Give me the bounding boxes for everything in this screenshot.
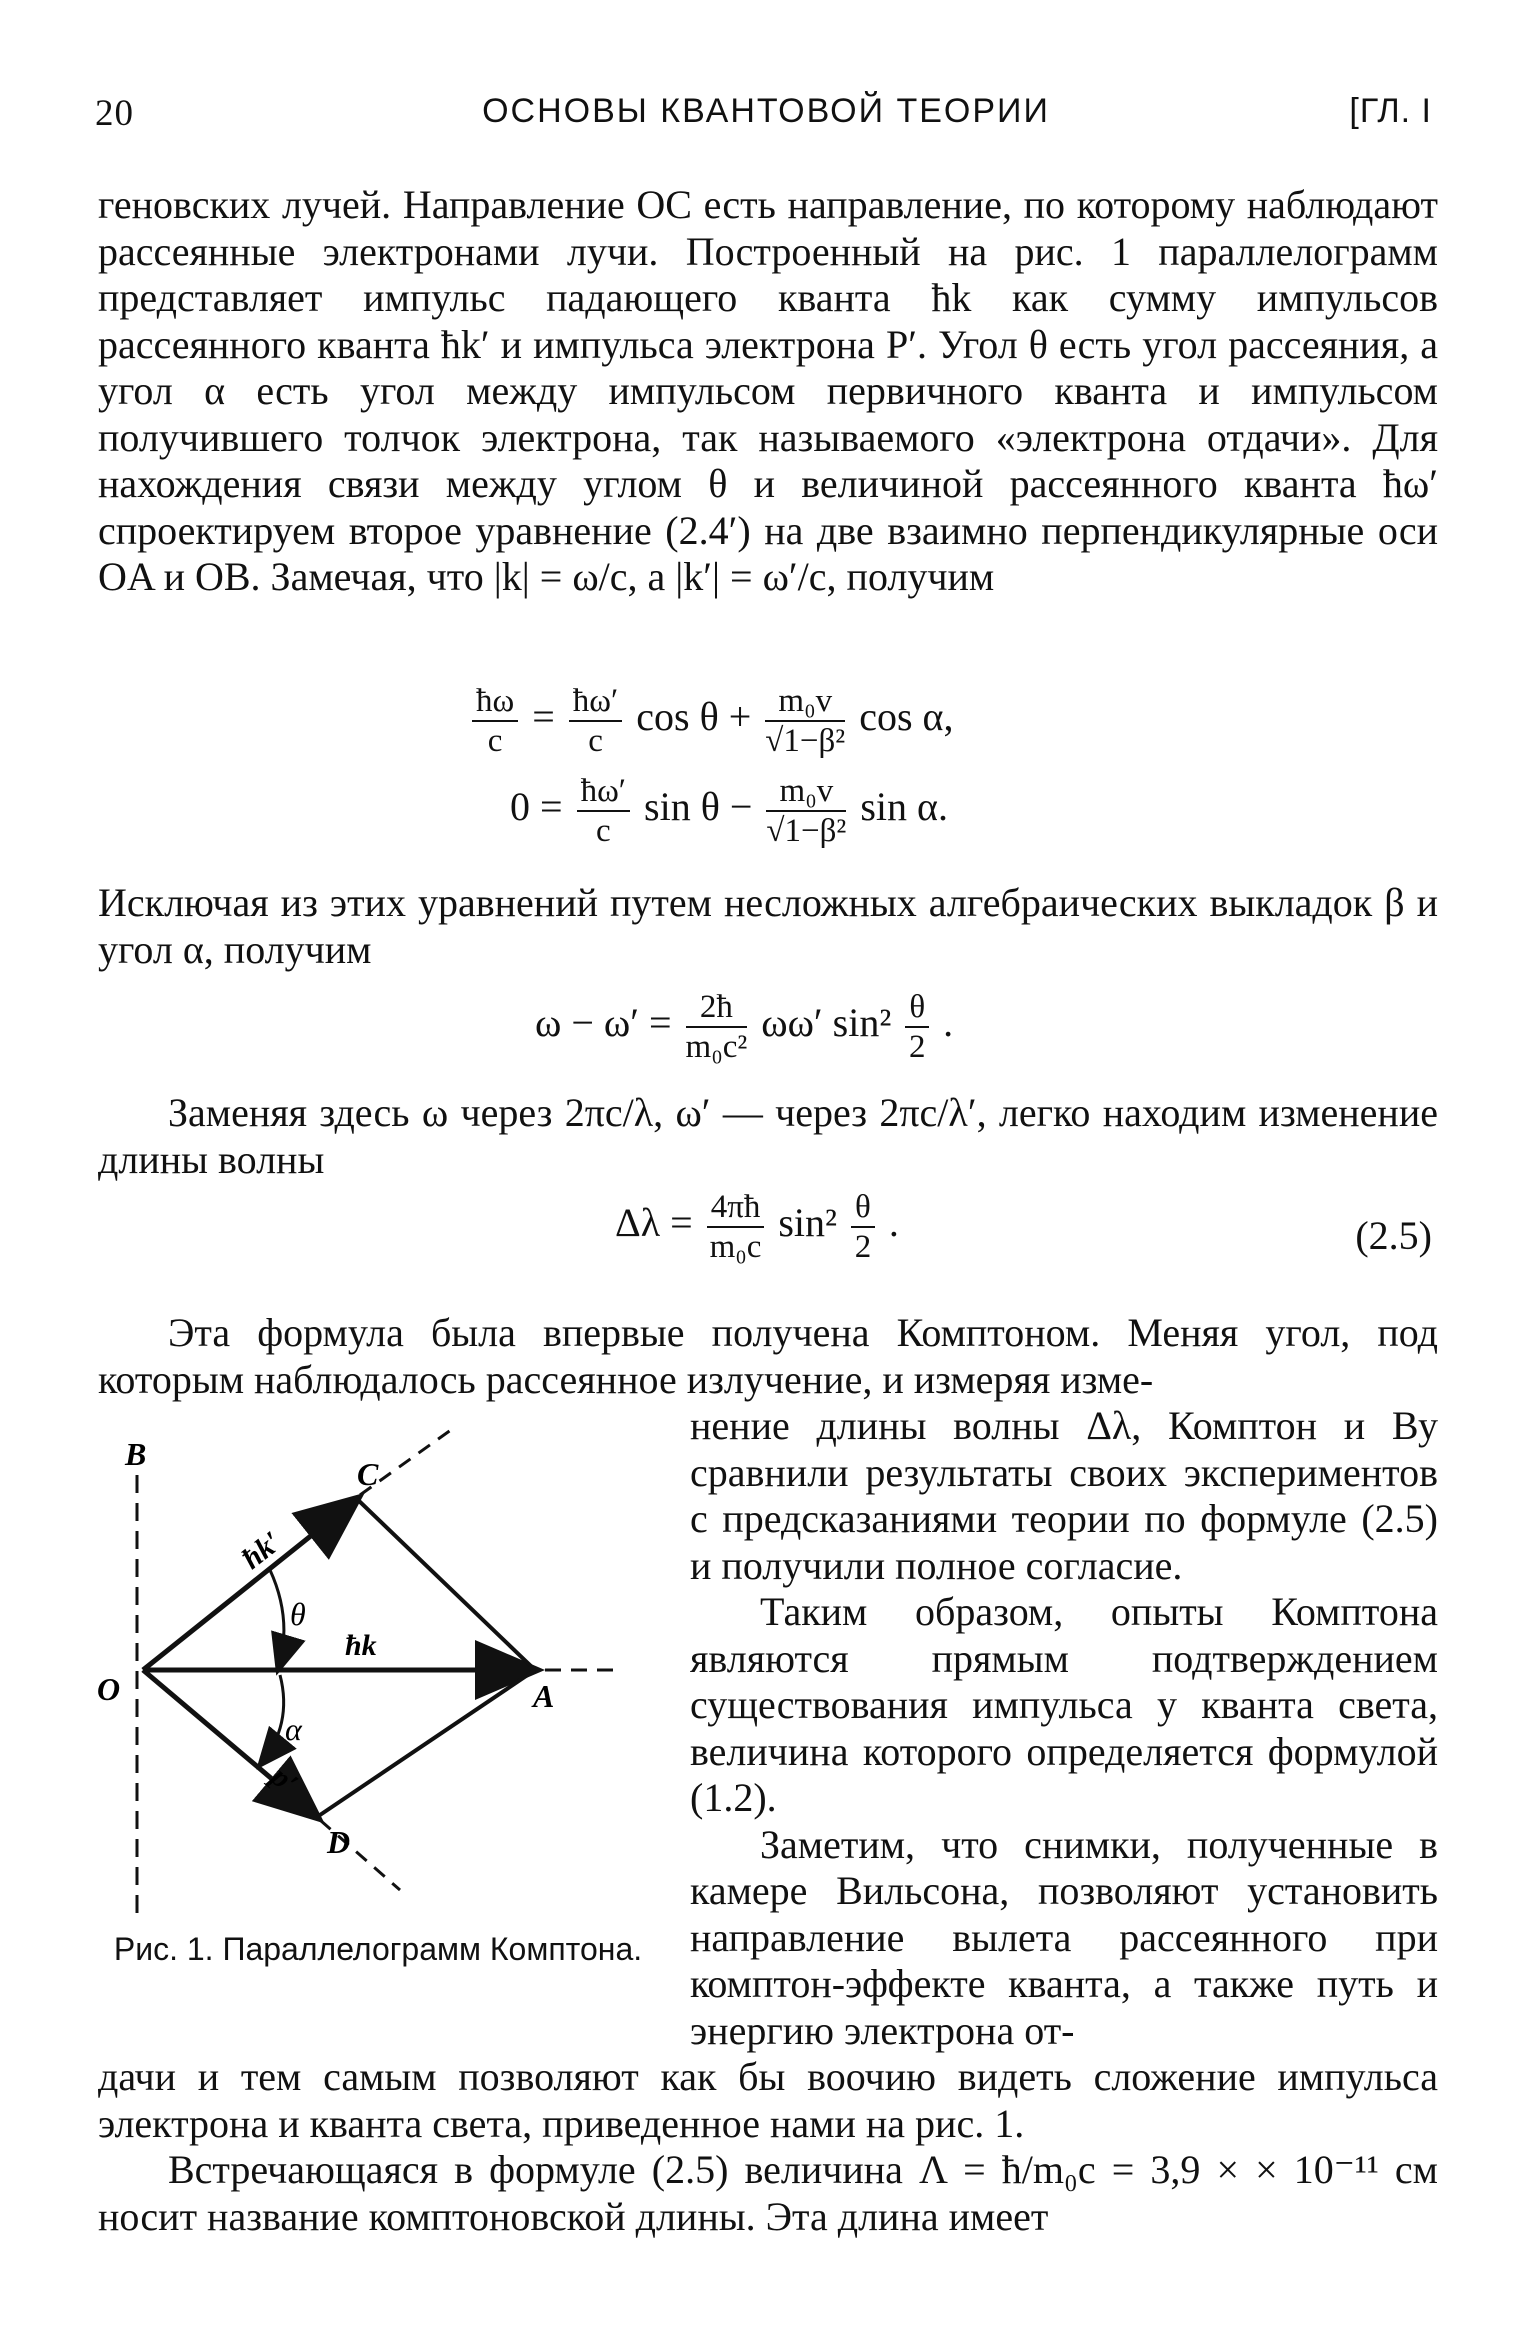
- paragraph-1-text: геновских лучей. Направление OC есть направление, по которому наблюдают рассеянные электронами лучи. Построенный на рис. 1 параллелограмм представляет импульс падающего кванта ħk как сумму импульсов рассеянного кванта ħk′ и импульса электрона P′. Угол θ есть угол рассеяния, а угол α есть угол между импульсом первичного кванта и импульсом получившего толчок электрона, так называемого «электрона отдачи». Для нахождения связи между углом θ и величиной рассеянного кванта ħω′ спроектируем второе уравнение (2.4′) на две взаимно перпендикулярные оси OA и OB. Замечая, что |k| = ω/c, а |k′| = ω′/c, получим: [98, 182, 1438, 599]
- side-da: [317, 1670, 535, 1817]
- equation-1: $\frac{ħ\omega}{c}$ = $\frac{ħ\omega'}{c}$ cos θ + $\frac{\text{m₀v}}{\text{√1−β²}}$ cos α,: [468, 682, 953, 760]
- equation-3: ω − ω′ = $\frac{2ħ}{\text{m₀c²}}$ ωω′ sin² $\frac{\theta}{2}$ .: [535, 989, 954, 1065]
- eq1-term2: $\frac{\text{m₀v}}{\text{√1−β²}}$: [765, 683, 846, 759]
- label-theta: θ: [290, 1596, 306, 1632]
- paragraph-2-text: Исключая из этих уравнений путем несложных алгебраических выкладок β и угол α, получим: [98, 880, 1438, 972]
- paragraph-4-top: [98, 1310, 1438, 1403]
- paragraph-3-text: Заменяя здесь ω через 2πc/λ, ω′ — через 2πc/λ′, легко находим изменение длины волны: [98, 1090, 1438, 1182]
- chapter-marker: [ГЛ. I: [1349, 92, 1432, 130]
- label-d: D: [327, 1824, 351, 1860]
- theta-arc: [270, 1570, 284, 1670]
- paragraph-1: [98, 182, 1438, 601]
- wrap-column: [690, 1403, 1438, 2054]
- vector-hk-prime: [143, 1499, 357, 1670]
- compton-parallelogram-figure: [95, 1415, 665, 1925]
- side-ca: [357, 1499, 535, 1670]
- eq2-term1: $\frac{ħ\omega'}{c}$: [577, 772, 630, 850]
- paragraph-7: Встречающаяся в формуле (2.5) величина Λ = ħ/m₀c = 3,9 × × 10⁻¹¹ см носит название комптоновской длины. Эта длина имеет: [98, 2147, 1438, 2239]
- page-number: 20: [95, 93, 134, 134]
- figure-caption: Рис. 1. Параллелограмм Комптона.: [113, 1931, 643, 1967]
- paragraph-6-full: дачи и тем самым позволяют как бы воочию видеть сложение импульса электрона и кванта света, приведенное нами на рис. 1.: [98, 2054, 1438, 2146]
- label-c: C: [357, 1456, 379, 1492]
- paragraph-5: Таким образом, опыты Комптона являются прямым подтверждением существования импульса у кванта света, величина которого определяется формулой (1.2).: [690, 1589, 1438, 1820]
- eq2-term2: $\frac{\text{m₀v}}{\text{√1−β²}}$: [766, 773, 847, 849]
- eq4-fraction: $\frac{4\pi ħ}{\text{m₀c}}$: [707, 1188, 765, 1266]
- figure-svg: [95, 1415, 665, 1925]
- label-a: A: [533, 1678, 555, 1714]
- label-hk: ħk: [345, 1629, 377, 1662]
- paragraph-4-text: Эта формула была впервые получена Комптоном. Меняя угол, под которым наблюдалось рассеянное излучение, и измеряя изме-: [98, 1310, 1438, 1402]
- alpha-arc: [260, 1675, 284, 1765]
- running-title: ОСНОВЫ КВАНТОВОЙ ТЕОРИИ: [482, 92, 1050, 130]
- label-alpha: α: [285, 1711, 302, 1747]
- label-hk-prime: ħk′: [235, 1525, 288, 1576]
- equation-number: (2.5): [1355, 1213, 1432, 1258]
- paragraph-4-wrap: нение длины волны Δλ, Комптон и Ву сравнили результаты своих экспериментов с предсказаниями теории по формуле (2.5) и получили полное согласие.: [690, 1403, 1438, 1588]
- label-p-prime: p′: [264, 1760, 305, 1801]
- eq3-half-angle: $\frac{\theta}{2}$: [905, 988, 929, 1066]
- equation-2: 0 = $\frac{ħ\omega'}{c}$ sin θ − $\frac{\text{m₀v}}{\text{√1−β²}}$ sin α.: [510, 773, 948, 849]
- paragraph-3: [98, 1090, 1438, 1183]
- eq1-lhs: $\frac{ħ\omega}{c}$: [472, 682, 518, 760]
- label-o: O: [97, 1671, 121, 1707]
- paragraph-6-wrap: Заметим, что снимки, полученные в камере Вильсона, позволяют установить направление вылета рассеянного при комптон-эффекте кванта, а также путь и энергию электрона от-: [690, 1821, 1438, 2053]
- equation-4: Δλ = $\frac{4\pi ħ}{\text{m₀c}}$ sin² $\frac{\theta}{2}$ .: [615, 1189, 899, 1265]
- paragraph-2: [98, 880, 1438, 973]
- eq1-term1: $\frac{ħ\omega'}{c}$: [569, 682, 622, 760]
- eq3-fraction: $\frac{2ħ}{\text{m₀c²}}$: [685, 989, 748, 1065]
- label-b: B: [125, 1436, 147, 1472]
- bottom-text: [98, 2054, 1438, 2240]
- eq4-half-angle: $\frac{\theta}{2}$: [851, 1188, 875, 1266]
